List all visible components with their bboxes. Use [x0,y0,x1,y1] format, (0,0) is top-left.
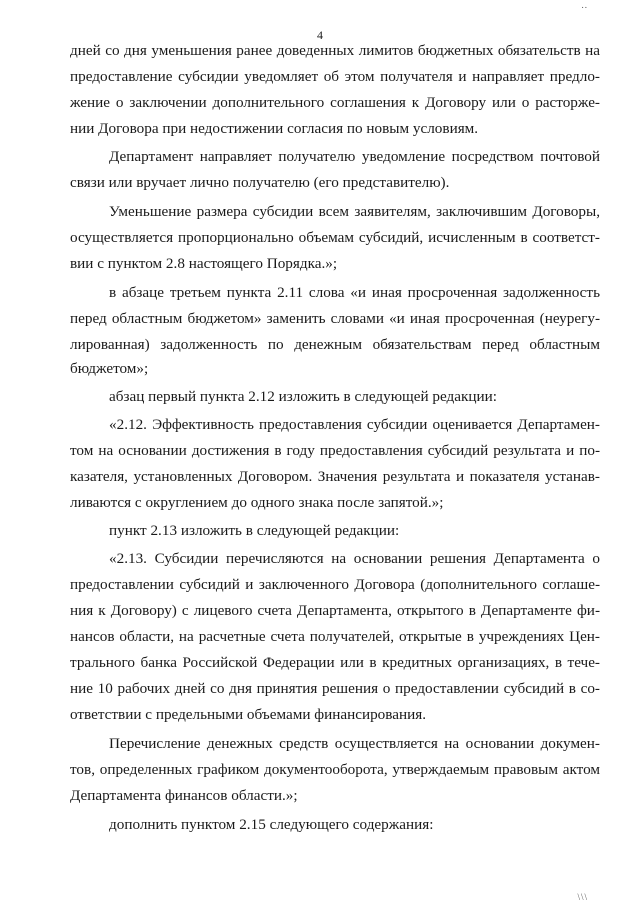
text-line: вии с пунктом 2.8 настоящего Порядка.»; [70,255,338,272]
text-line: Уменьшение размера субсидии всем заявителям, заключившим Договоры, [109,203,600,220]
text-line: нии Договора при недостижении согласия по новым условиям. [70,120,479,137]
text-line: абзац первый пункта 2.12 изложить в следующей редакции: [109,388,497,405]
text-line: ливаются с округлением до одного знака после запятой.»; [70,494,444,511]
page-number: 4 [317,28,323,42]
text-line: казателя, установленных Договором. Значения результата и показателя устанав- [70,468,600,485]
text-line: лированная) задолженность по денежным обязательствам перед областным [70,336,600,353]
text-line: жение о заключении дополнительного соглашения к Договору или о расторже- [70,94,600,111]
text-line: в абзаце третьем пункта 2.11 слова «и иная просроченная задолженность [109,284,600,301]
text-line: «2.12. Эффективность предоставления субсидии оценивается Департамен- [109,416,600,433]
text-line: трального банка Российской Федерации или в кредитных организациях, в тече- [70,654,600,671]
text-line: Департамент направляет получателю уведомление посредством почтовой [109,148,600,165]
text-line: нансов области, на расчетные счета получателей, открытые в учреждениях Цен- [70,628,600,645]
text-line: предоставление субсидии уведомляет об этом получателя и направляет предло- [70,68,600,85]
text-line: предоставлении субсидий и заключенного Договора (дополнительного соглаше- [70,576,600,593]
corner-mark-bottom: \\\ [577,892,588,902]
text-line: «2.13. Субсидии перечисляются на основании решения Департамента о [109,550,600,567]
text-line: дополнить пунктом 2.15 следующего содержания: [109,816,434,833]
text-line: связи или вручает лично получателю (его представителю). [70,174,450,191]
text-line: тов, определенных графиком документооборота, утверждаемым правовым актом [70,761,600,778]
text-line: Департамента финансов области.»; [70,787,298,804]
text-line: том на основании достижения в году предоставления субсидий результата и по- [70,442,600,459]
text-line: осуществляется пропорционально объемам субсидий, исчисленным в соответст- [70,229,600,246]
text-line: перед областным бюджетом» заменить словами «и иная просроченная (неурегу- [70,310,600,327]
text-line: Перечисление денежных средств осуществляется на основании докумен- [109,735,600,752]
text-line: ответствии с предельными объемами финансирования. [70,706,427,723]
text-line: дней со дня уменьшения ранее доведенных лимитов бюджетных обязательств на [70,42,600,59]
corner-mark-top: .. [581,0,588,10]
text-line: ние 10 рабочих дней со дня принятия решения о предоставлении субсидий в со- [70,680,600,697]
text-line: пункт 2.13 изложить в следующей редакции: [109,522,400,539]
text-line: ния к Договору) с лицевого счета Департамента, открытого в Департаменте фи- [70,602,600,619]
text-line: бюджетом»; [70,360,149,377]
